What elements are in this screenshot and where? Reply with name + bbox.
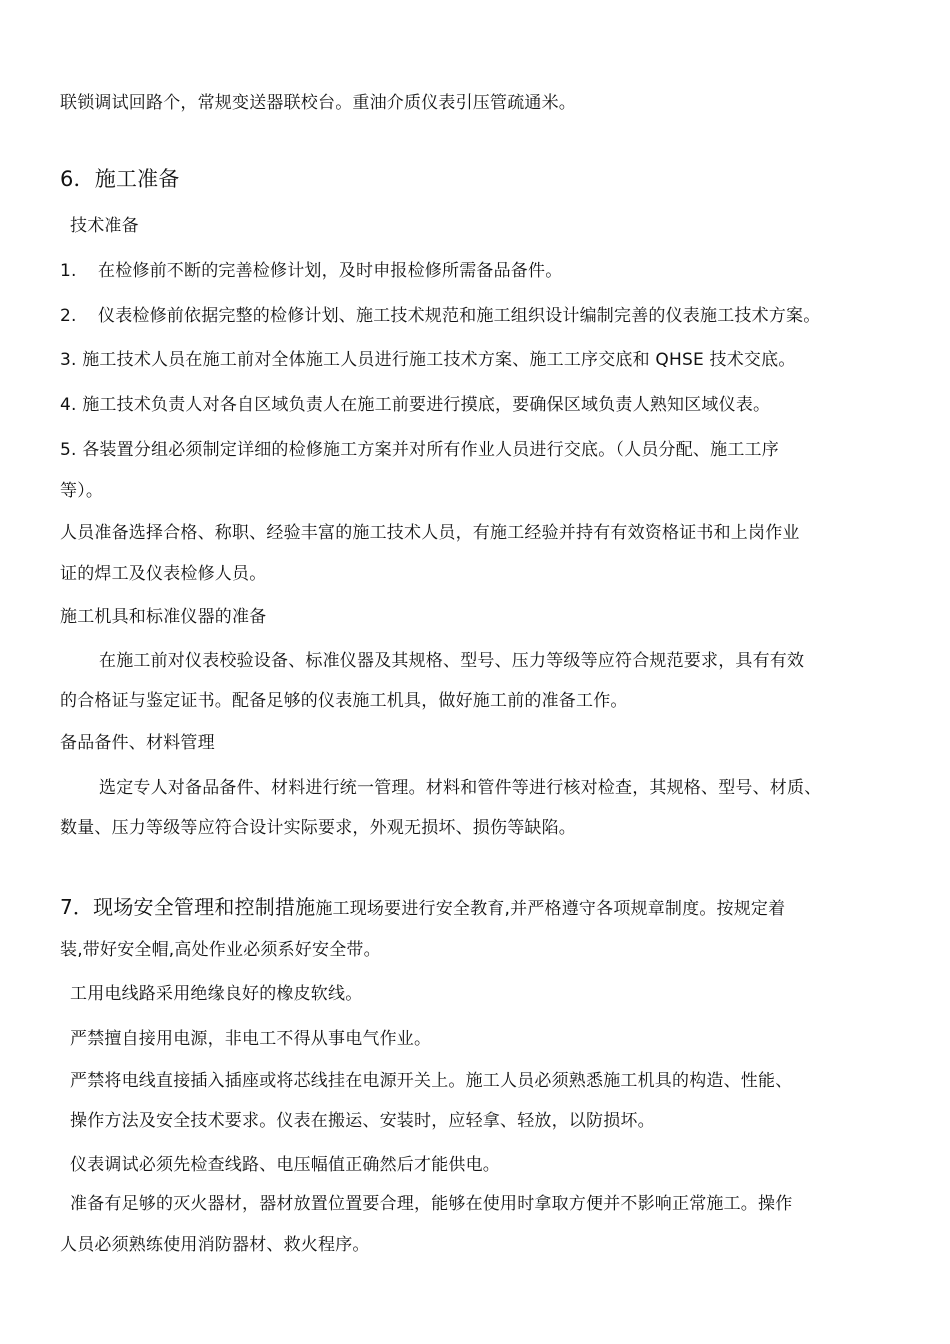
tools-paragraph-line-1: 在施工前对仪表校验设备、标准仪器及其规格、型号、压力等级等应符合规范要求，具有有效	[99, 651, 805, 671]
safety-item-2: 严禁擅自接用电源，非电工不得从事电气作业。	[70, 1029, 432, 1049]
section-7-intro: 施工现场要进行安全教育,并严格遵守各项规章制度。按规定着	[315, 899, 786, 919]
staff-prep-line-2: 证的焊工及仪表检修人员。	[60, 564, 267, 584]
safety-item-3-line-1: 严禁将电线直接插入插座或将芯线挂在电源开关上。施工人员必须熟悉施工机具的构造、性能、	[70, 1071, 793, 1091]
tools-subheading: 施工机具和标准仪器的准备	[60, 607, 267, 627]
list-item-3: 3. 施工技术人员在施工前对全体施工人员进行施工技术方案、施工工序交底和 QHSE 技术交底。	[60, 350, 796, 370]
section-6-heading: 6．施工准备	[60, 167, 180, 191]
safety-item-1: 工用电线路采用绝缘良好的橡皮软线。	[70, 984, 363, 1004]
section-7-heading: 7．现场安全管理和控制措施	[60, 895, 316, 919]
tech-prep-subheading: 技术准备	[70, 216, 139, 236]
safety-item-4: 仪表调试必须先检查线路、电压幅值正确然后才能供电。	[70, 1155, 500, 1175]
safety-item-5-line-1: 准备有足够的灭火器材，器材放置位置要合理，能够在使用时拿取方便并不影响正常施工。操作	[70, 1194, 793, 1214]
section-7-line-2: 装,带好安全帽,高处作业必须系好安全带。	[60, 940, 381, 960]
safety-item-5-line-2: 人员必须熟练使用消防器材、救火程序。	[60, 1235, 370, 1255]
parts-paragraph-line-2: 数量、压力等级等应符合设计实际要求，外观无损坏、损伤等缺陷。	[60, 818, 576, 838]
parts-subheading: 备品备件、材料管理	[60, 733, 215, 753]
list-item-5-line-1: 5. 各装置分组必须制定详细的检修施工方案并对所有作业人员进行交底。（人员分配、施工工序	[60, 440, 779, 460]
list-item-2-text: 仪表检修前依据完整的检修计划、施工技术规范和施工组织设计编制完善的仪表施工技术方案。	[98, 306, 821, 326]
list-item-2-number: 2.	[60, 306, 77, 326]
safety-item-3-line-2: 操作方法及安全技术要求。仪表在搬运、安装时，应轻拿、轻放，以防损坏。	[70, 1111, 655, 1131]
intro-line: 联锁调试回路个，常规变送器联校台。重油介质仪表引压管疏通米。	[60, 93, 576, 113]
list-item-2	[60, 305, 820, 327]
list-item-1	[60, 260, 562, 282]
section-7-line-1	[60, 896, 785, 920]
staff-prep-line-1: 人员准备选择合格、称职、经验丰富的施工技术人员，有施工经验并持有有效资格证书和上岗作业	[60, 523, 800, 543]
list-item-1-text: 在检修前不断的完善检修计划，及时申报检修所需备品备件。	[98, 261, 563, 281]
list-item-1-number: 1.	[60, 261, 77, 281]
tools-paragraph-line-2: 的合格证与鉴定证书。配备足够的仪表施工机具，做好施工前的准备工作。	[60, 691, 628, 711]
list-item-5-line-2: 等）。	[60, 481, 104, 501]
list-item-4: 4. 施工技术负责人对各自区域负责人在施工前要进行摸底，要确保区域负责人熟知区域仪表。	[60, 395, 771, 415]
parts-paragraph-line-1: 选定专人对备品备件、材料进行统一管理。材料和管件等进行核对检查，其规格、型号、材质、	[99, 778, 822, 798]
